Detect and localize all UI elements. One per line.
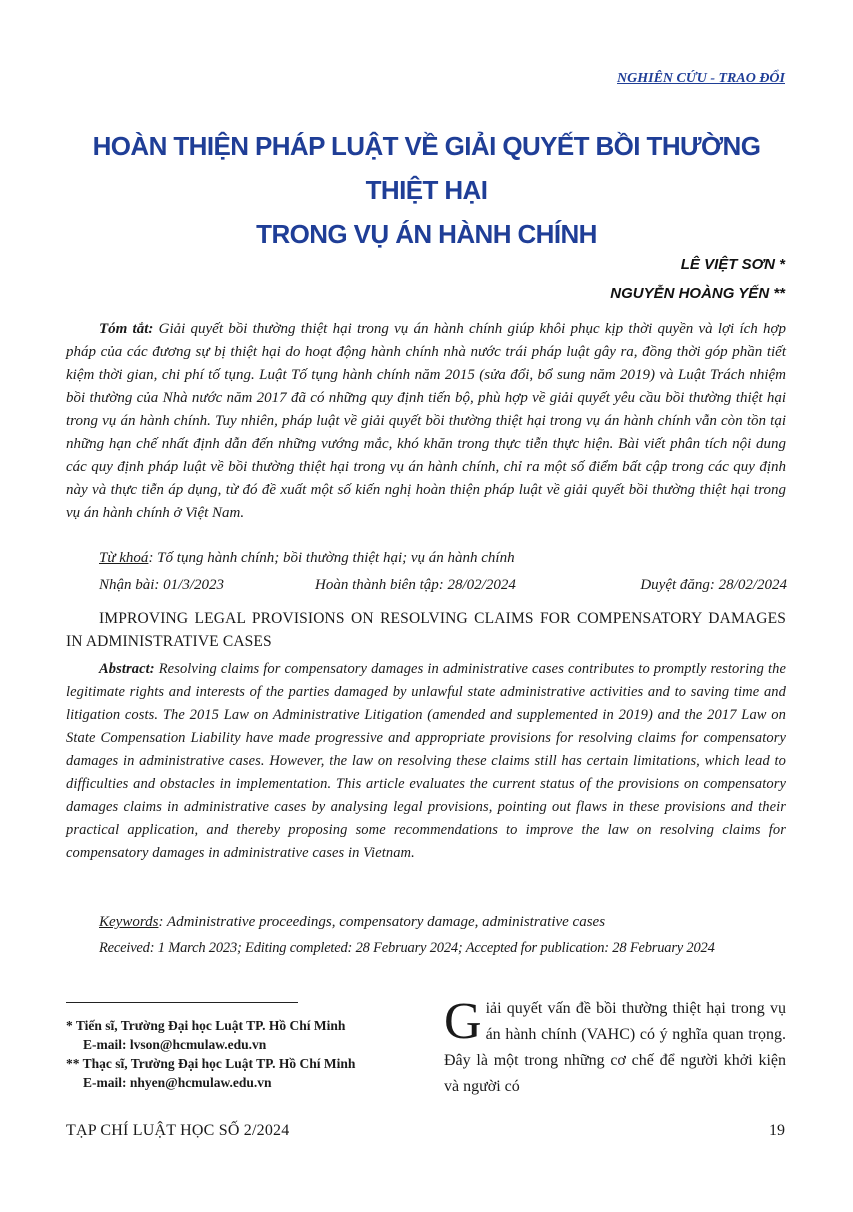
footnote-divider bbox=[66, 1002, 298, 1003]
keywords-en-label: Keywords bbox=[99, 914, 159, 930]
abstract-en bbox=[66, 658, 786, 865]
title-en: IMPROVING LEGAL PROVISIONS ON RESOLVING CLAIMS FOR COMPENSATORY DAMAGES IN ADMINISTRATIVE CASES bbox=[66, 610, 786, 650]
dates-en: Received: 1 March 2023; Editing completed: 28 February 2024; Accepted for publication: 28 February 2024 bbox=[99, 940, 715, 956]
article-title bbox=[60, 124, 793, 256]
abstract-vi-label: Tóm tắt: bbox=[99, 321, 154, 337]
body-paragraph: iải quyết vấn đề bồi thường thiệt hại trong vụ án hành chính (VAHC) có ý nghĩa quan trọng. Đây là một trong những cơ chế để người khởi kiện và người có bbox=[444, 1000, 786, 1095]
keywords-en bbox=[99, 914, 605, 931]
footnote-1: * Tiến sĩ, Trường Đại học Luật TP. Hồ Chí Minh bbox=[66, 1018, 346, 1033]
abstract-vi bbox=[66, 318, 786, 525]
edited-date-vi: Hoàn thành biên tập: 28/02/2024 bbox=[315, 577, 516, 593]
keywords-vi-text: : Tố tụng hành chính; bồi thường thiệt hại; vụ án hành chính bbox=[148, 550, 515, 566]
section-tag: NGHIÊN CỨU - TRAO ĐỔI bbox=[617, 71, 785, 86]
author-1: LÊ VIỆT SƠN * bbox=[680, 256, 785, 273]
body-text bbox=[444, 993, 786, 1100]
keywords-vi bbox=[99, 550, 515, 567]
author-2: NGUYỄN HOÀNG YẾN ** bbox=[610, 285, 785, 302]
page-number: 19 bbox=[769, 1122, 785, 1139]
abstract-en-label: Abstract: bbox=[99, 661, 155, 677]
keywords-vi-label: Từ khoá bbox=[99, 550, 149, 566]
journal-name: TẠP CHÍ LUẬT HỌC SỐ 2/2024 bbox=[66, 1122, 290, 1139]
abstract-en-text: Resolving claims for compensatory damages in administrative cases contributes to promptly restoring the legitimate rights and interests of the parties damaged by unlawful state administrative activities and to saving time and litigation costs. The 2015 Law on Administrative Litigation (amended and supplemented in 2019) and the 2017 Law on State Compensation Liability have made progressive and appropriate provisions for resolving claims for compensatory damages in administrative cases. However, the law on resolving these claims still has certain limitations, which lead to difficulties and obstacles in implementation. This article evaluates the current status of the provisions on compensatory damages claims in administrative cases by analysing legal provisions, pointing out flaws in these provisions and their practical application, and thereby proposing some recommendations to improve the law on resolving claims for compensatory damages in administrative cases in Vietnam. bbox=[66, 661, 787, 861]
drop-cap: G bbox=[444, 993, 482, 1050]
footnote-2-email: E-mail: nhyen@hcmulaw.edu.vn bbox=[83, 1075, 272, 1090]
title-line-2: TRONG VỤ ÁN HÀNH CHÍNH bbox=[256, 219, 597, 249]
footnote-1-email: E-mail: lvson@hcmulaw.edu.vn bbox=[83, 1037, 267, 1052]
footnote-2: ** Thạc sĩ, Trường Đại học Luật TP. Hồ Chí Minh bbox=[66, 1056, 356, 1071]
keywords-en-text: : Administrative proceedings, compensatory damage, administrative cases bbox=[158, 914, 606, 930]
received-date-vi: Nhận bài: 01/3/2023 bbox=[99, 577, 225, 593]
title-line-1: HOÀN THIỆN PHÁP LUẬT VỀ GIẢI QUYẾT BỒI THƯỜNG THIỆT HẠI bbox=[92, 131, 761, 205]
accepted-date-vi: Duyệt đăng: 28/02/2024 bbox=[640, 577, 787, 593]
abstract-vi-text: Giải quyết bồi thường thiệt hại trong vụ án hành chính giúp khôi phục kịp thời quyền và lợi ích hợp pháp của các đương sự bị thiệt hại do hoạt động hành chính nhà nước trái pháp luật gây ra, đồng thời góp phần tiết kiệm thời gian, chi phí tố tụng. Luật Tố tụng hành chính năm 2015 (sửa đổi, bổ sung năm 2019) và Luật Trách nhiệm bồi thường của Nhà nước năm 2017 đã có những quy định tiến bộ, phù hợp về giải quyết yêu cầu bồi thường thiệt hại trong vụ án hành chính. Tuy nhiên, pháp luật về giải quyết bồi thường thiệt hại trong vụ án hành chính vẫn còn tồn tại những hạn chế nhất định dẫn đến những vướng mắc, khó khăn trong thực tiễn thực hiện. Bài viết phân tích nội dung các quy định pháp luật về bồi thường thiệt hại trong vụ án hành chính, chỉ ra một số điểm bất cập trong các quy định này và thực tiễn áp dụng, từ đó đề xuất một số kiến nghị hoàn thiện pháp luật về giải quyết bồi thường thiệt hại trong vụ án hành chính ở Việt Nam. bbox=[66, 321, 787, 521]
footnotes bbox=[66, 1016, 436, 1092]
